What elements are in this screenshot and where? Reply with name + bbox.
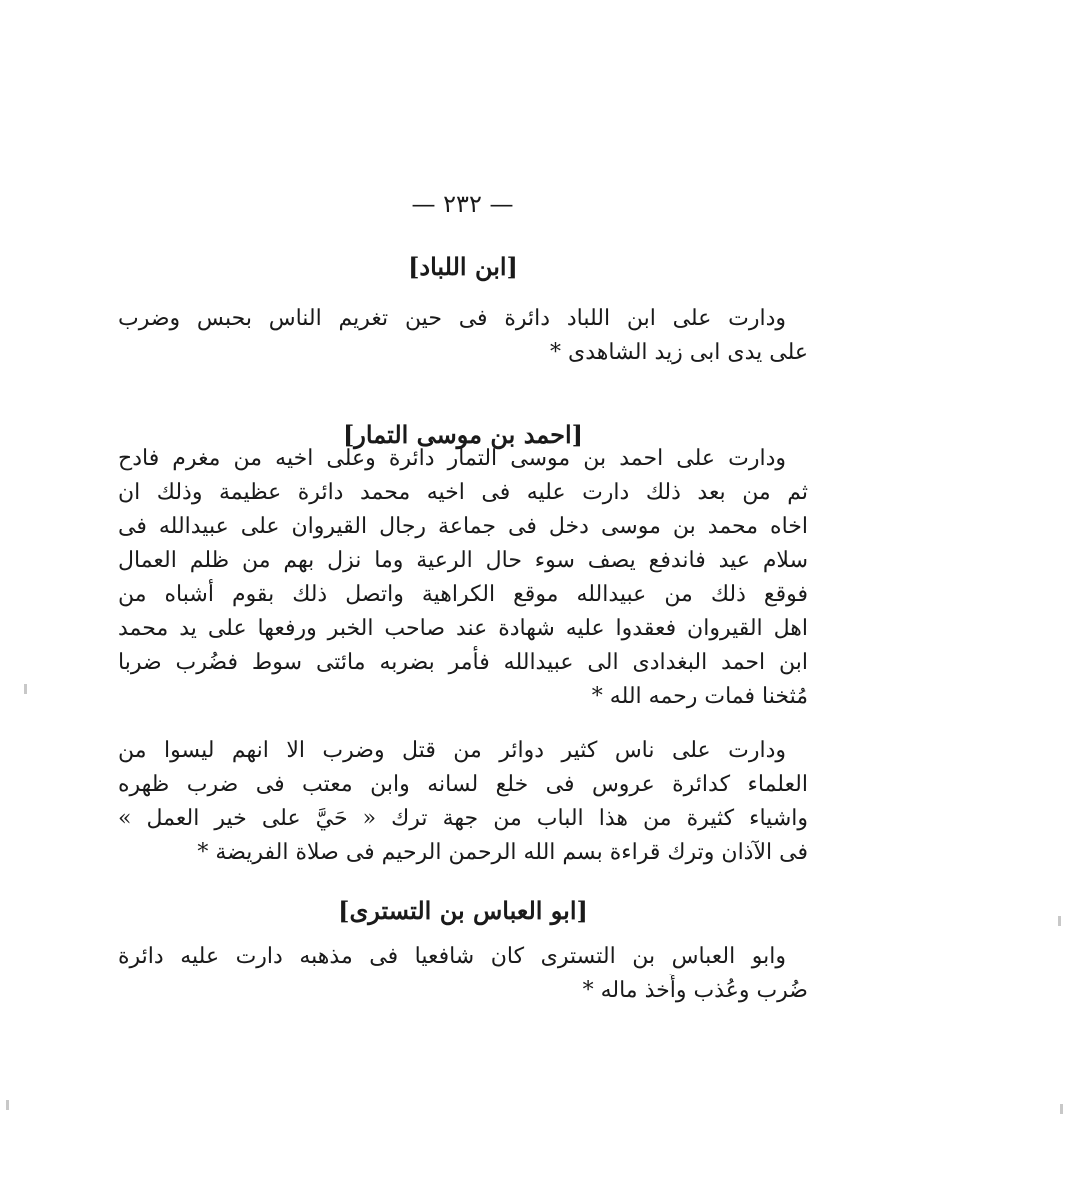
text-line: فى الآذان وترك قراءة بسم الله الرحمن الرحيم فى صلاة الفريضة * bbox=[197, 840, 808, 865]
text-line: سلام عيد فاندفع يصف سوء حال الرعية وما نزل بهم من ظلم العمال bbox=[118, 548, 808, 573]
scan-mark bbox=[1058, 916, 1061, 926]
text-line: وابو العباس بن التسترى كان شافعيا فى مذهبه دارت عليه دائرة bbox=[118, 944, 786, 969]
text-line: اهل القيروان فعقدوا عليه شهادة عند صاحب الخبر ورفعها على يد محمد bbox=[118, 616, 808, 641]
text-line: ثم من بعد ذلك دارت عليه فى اخيه محمد دائرة عظيمة وذلك ان bbox=[118, 480, 808, 505]
scan-mark bbox=[6, 1100, 9, 1110]
text-line: ودارت على احمد بن موسى التمار دائرة وعلى اخيه من مغرم فادح bbox=[118, 446, 786, 471]
text-line: ودارت على ناس كثير دوائر من قتل وضرب الا انهم ليسوا من bbox=[118, 738, 786, 763]
scan-mark bbox=[24, 684, 27, 694]
text-line: فوقع ذلك من عبيدالله موقع الكراهية واتصل ذلك بقوم أشباه من bbox=[118, 582, 808, 607]
section-ibn-allabbad bbox=[118, 252, 808, 281]
paragraph bbox=[118, 734, 808, 870]
paragraph bbox=[118, 940, 808, 1008]
paragraph bbox=[118, 442, 808, 714]
text-line: واشياء كثيرة من هذا الباب من جهة ترك « حَيَّ على خير العمل » bbox=[118, 806, 808, 831]
scan-mark bbox=[1060, 1104, 1063, 1114]
text-line: ضُرب وعُذب وأُخذ ماله * bbox=[582, 978, 808, 1003]
page-number: — ٢٣٢ — bbox=[411, 190, 514, 218]
section-heading: [احمد بن موسى التمار] bbox=[342, 420, 584, 449]
section-heading: [ابو العباس بن التسترى] bbox=[338, 896, 588, 925]
text-line: مُثخنا فمات رحمه الله * bbox=[591, 684, 808, 709]
paragraph bbox=[118, 302, 808, 370]
text-line: ابن احمد البغدادى الى عبيدالله فأمر بضربه مائتى سوط فضُرب ضربا bbox=[118, 650, 808, 675]
text-line: العلماء كدائرة عروس فى خلع لسانه وابن معتب فى ضرب ظهره bbox=[118, 772, 808, 797]
section-heading: [ابن اللباد] bbox=[408, 252, 518, 281]
text-line: اخاه محمد بن موسى دخل فى جماعة رجال القيروان على عبيدالله فى bbox=[118, 514, 808, 539]
text-line: على يدى ابى زيد الشاهدى * bbox=[550, 340, 808, 365]
section-abu-al-abbas bbox=[118, 896, 808, 925]
text-line: ودارت على ابن اللباد دائرة فى حين تغريم الناس بحبس وضرب bbox=[118, 306, 786, 331]
